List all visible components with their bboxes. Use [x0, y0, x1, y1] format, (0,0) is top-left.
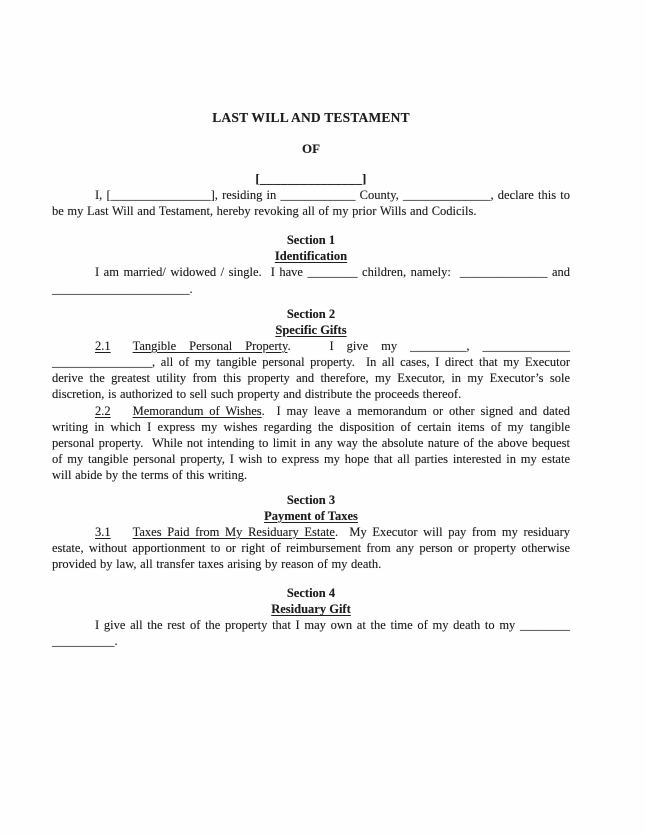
- section-2-title: Specific Gifts: [275, 322, 347, 337]
- section-2-label: Section 2: [286, 306, 336, 321]
- residuary-gift-paragraph: I give all the rest of the property that I may own at the time of my death to my ________ __________.: [52, 618, 570, 649]
- section-1-title: Identification: [274, 249, 348, 264]
- testator-name-blank: [_______________]: [255, 171, 367, 186]
- clause-2-2-heading: Memorandum of Wishes: [132, 403, 262, 418]
- intro-paragraph: I, [________________], residing in ____________ County, ______________, declare this to be my Last Will and Testament, hereby revoking all of my prior Wills and Codicils.: [52, 188, 570, 219]
- of-label: OF: [301, 141, 321, 156]
- clause-2-1-body: . I give my _________, ______________ ________________, all of my tangible personal property. In all cases, I direct that my Executor derive the greatest utility from this property and therefore, my Executor, in my Executor’s sole discretion, is authorized to sell such property and distribute the proceeds thereof.: [52, 338, 570, 402]
- clause-2-2-body: . I may leave a memorandum or other signed and dated writing in which I express my wishes regarding the disposition of certain items of my tangible personal property. While not intending to limit in any way the absolute nature of the above bequest of my tangible personal property, I wish to express my hope that all parties interested in my estate will abide by the terms of this writing.: [52, 403, 570, 483]
- section-3-heading: [52, 492, 570, 524]
- section-2-heading: [52, 306, 570, 338]
- section-4-heading: [52, 585, 570, 617]
- section-1-label: Section 1: [286, 233, 336, 248]
- clause-3-1: [52, 524, 570, 573]
- clause-2-1-heading: Tangible Personal Property: [132, 338, 288, 353]
- clause-2-2-number: 2.2: [95, 403, 111, 418]
- clause-2-1: [52, 338, 570, 403]
- marital-children-paragraph: I am married/ widowed / single. I have ________ children, namely: ______________ and ______________________.: [52, 265, 570, 296]
- section-4-label: Section 4: [286, 586, 336, 601]
- section-3-title: Payment of Taxes: [264, 508, 358, 523]
- section-3-label: Section 3: [286, 492, 336, 507]
- document-title: LAST WILL AND TESTAMENT: [212, 110, 410, 125]
- clause-2-2: [52, 403, 570, 484]
- clause-2-1-number: 2.1: [95, 338, 111, 353]
- title-block: [52, 110, 570, 187]
- clause-3-1-heading: Taxes Paid from My Residuary Estate: [132, 524, 335, 539]
- clause-3-1-number: 3.1: [95, 524, 111, 539]
- section-1-heading: [52, 232, 570, 264]
- section-4-title: Residuary Gift: [271, 602, 351, 617]
- clause-3-1-body: . My Executor will pay from my residuary estate, without apportionment to or right of reimbursement from any person or property otherwise provided by law, all transfer taxes arising by reason of my death.: [52, 524, 570, 572]
